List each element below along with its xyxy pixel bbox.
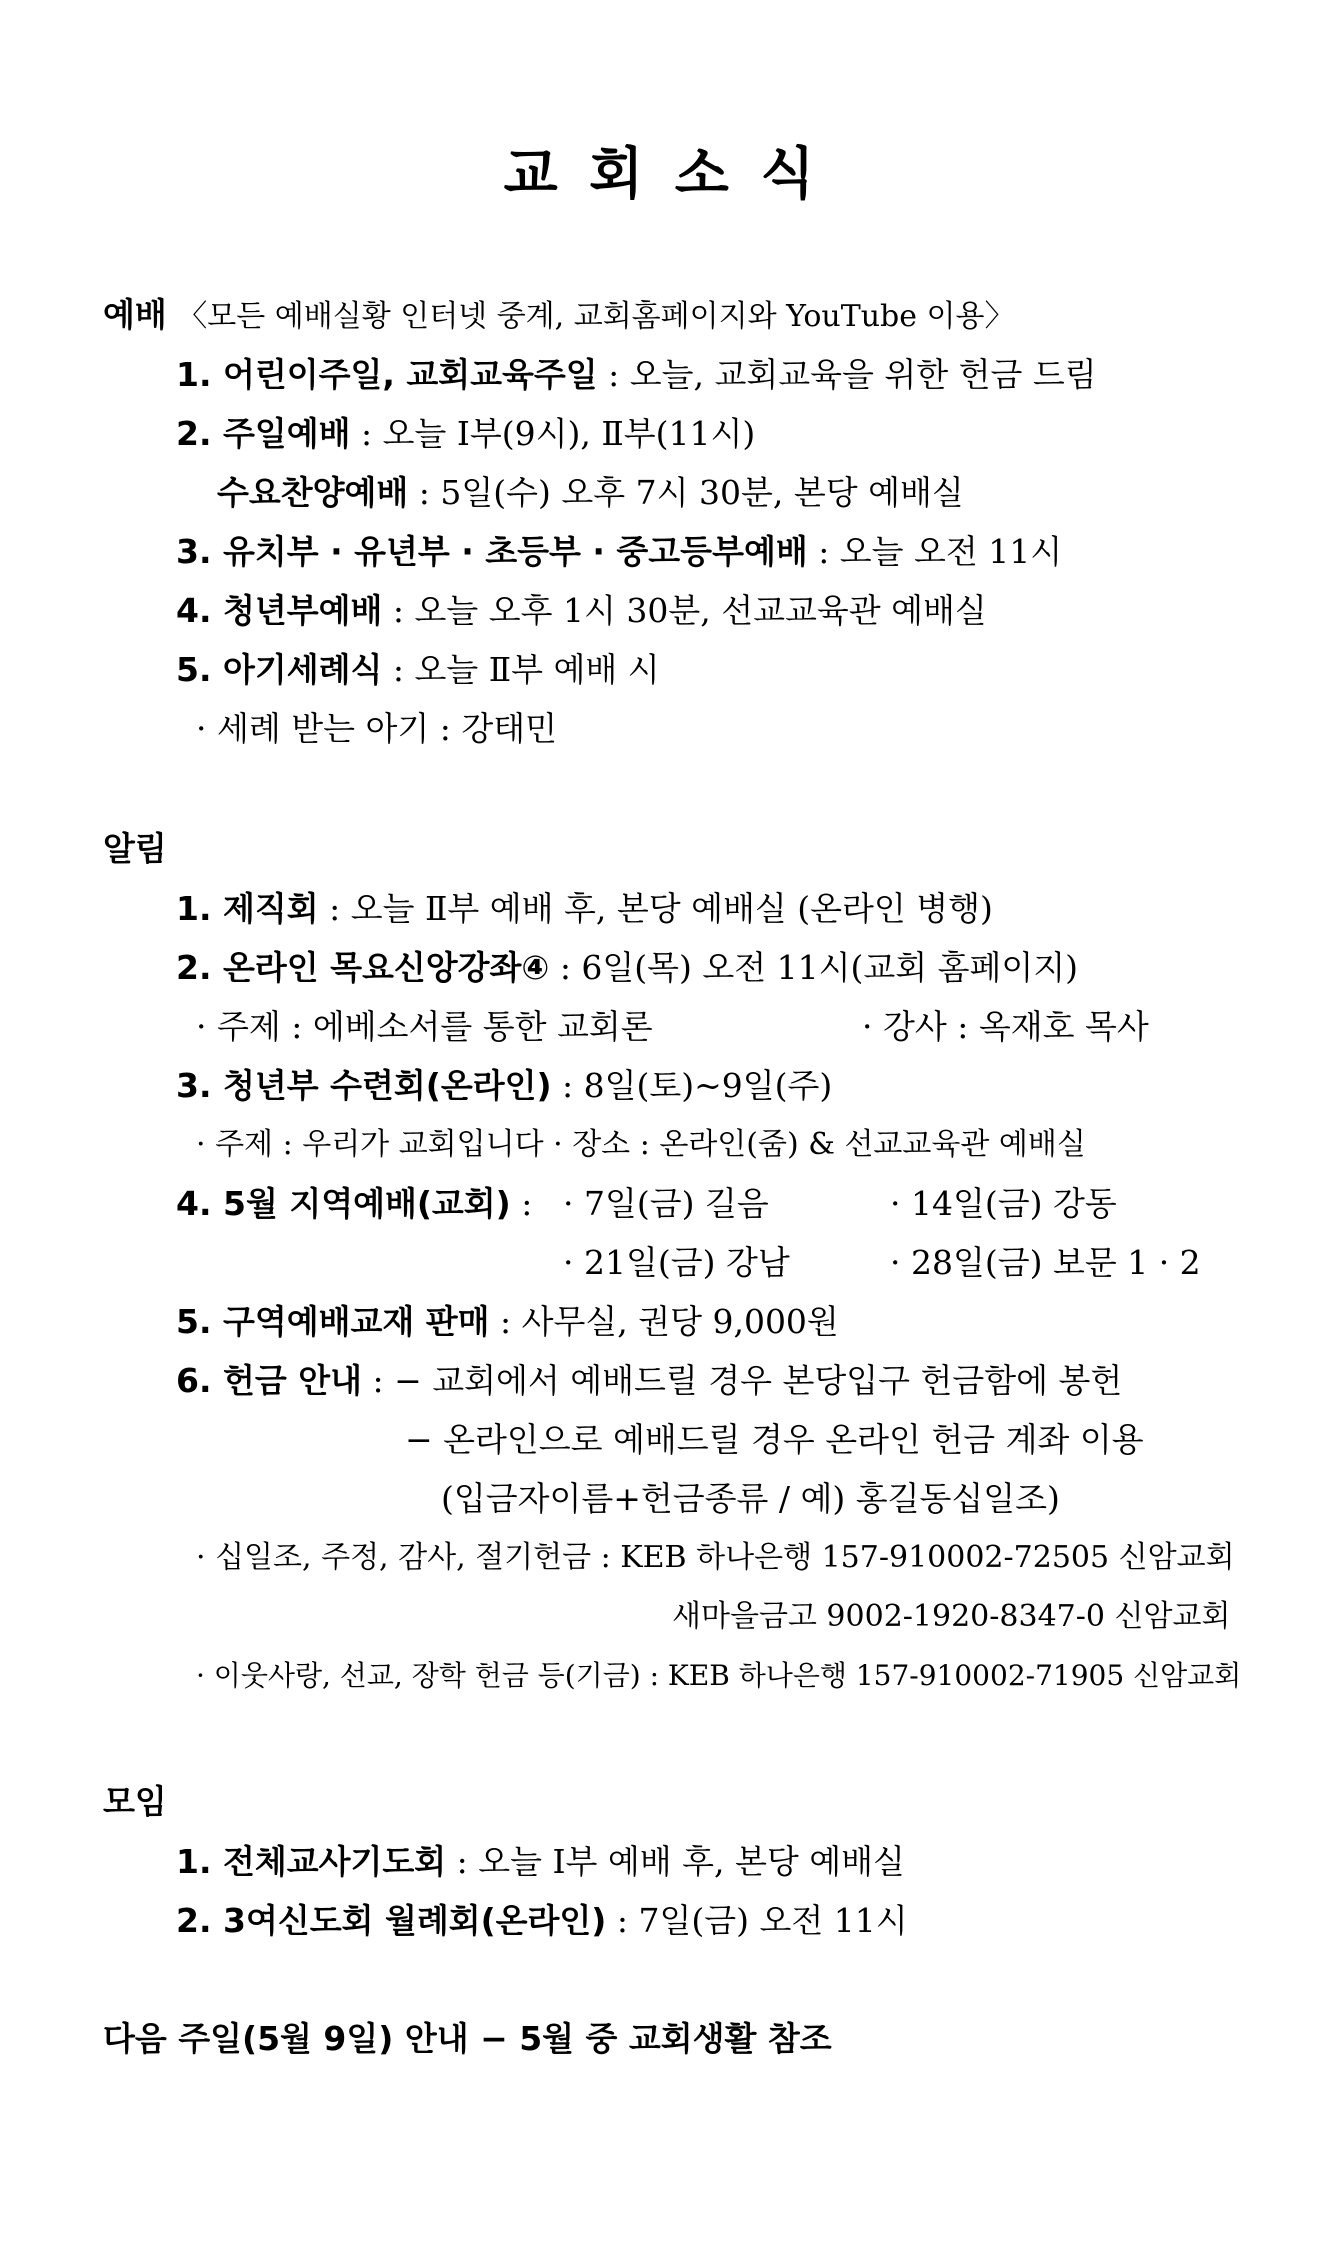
notice-item-5 <box>176 1300 839 1344</box>
notice-item-1 <box>176 887 993 931</box>
notice-item-3 <box>176 1064 832 1108</box>
baptism-sub: · 세례 받는 아기 : 강태민 <box>196 709 557 748</box>
notice-item-3-text: : 8일(토)~9일(주) <box>551 1066 833 1105</box>
notice-heading: 알림 <box>103 829 167 868</box>
worship-item-5-text: : 오늘 Ⅱ부 예배 시 <box>382 650 660 689</box>
worship-item-1-label: 1. 어린이주일, 교회교육주일 <box>176 355 598 394</box>
notice-item-5-text: : 사무실, 권당 9,000원 <box>489 1302 839 1341</box>
meeting-item-1-label: 1. 전체교사기도회 <box>176 1842 447 1881</box>
notice-item-6 <box>176 1359 1122 1403</box>
worship-item-3 <box>176 530 1062 574</box>
notice-item-4-label: 4. 5월 지역예배(교회) <box>176 1184 511 1223</box>
worship-item-4 <box>176 589 987 633</box>
worship-item-2b-label: 수요찬양예배 <box>217 473 409 512</box>
meeting-item-2 <box>176 1899 908 1943</box>
worship-item-4-text: : 오늘 오후 1시 30분, 선교교육관 예배실 <box>382 591 987 630</box>
account-line-1: · 십일조, 주정, 감사, 절기헌금 : KEB 하나은행 157-910002-72505 신암교회 <box>196 1540 1235 1575</box>
notice-item-6-line3: (입금자이름+헌금종류 / 예) 홍길동십일조) <box>441 1479 1060 1518</box>
worship-item-3-label: 3. 유치부 · 유년부 · 초등부 · 중고등부예배 <box>176 532 808 571</box>
notice-item-2-label: 2. 온라인 목요신앙강좌④ <box>176 948 550 987</box>
notice-item-2-text: : 6일(목) 오전 11시(교회 홈페이지) <box>549 948 1079 987</box>
notice-item-1-label: 1. 제직회 <box>176 889 319 928</box>
worship-note: 〈모든 예배실황 인터넷 중계, 교회홈페이지와 YouTube 이용〉 <box>177 299 1015 334</box>
page-title: 교 회 소 식 <box>503 142 821 207</box>
meeting-item-2-text: : 7일(금) 오전 11시 <box>606 1901 908 1940</box>
notice-item-4-r2b: · 28일(금) 보문 1 · 2 <box>890 1243 1201 1282</box>
worship-heading: 예배 <box>103 295 167 334</box>
worship-item-4-label: 4. 청년부예배 <box>176 591 383 630</box>
notice-item-6-line2: − 온라인으로 예배드릴 경우 온라인 헌금 계좌 이용 <box>405 1420 1144 1459</box>
notice-item-2-topic: · 주제 : 에베소서를 통한 교회론 <box>196 1007 653 1046</box>
notice-item-1-text: : 오늘 Ⅱ부 예배 후, 본당 예배실 (온라인 병행) <box>318 889 993 928</box>
worship-header-line <box>103 293 1015 339</box>
account-line-2: 새마을금고 9002-1920-8347-0 신암교회 <box>672 1599 1231 1634</box>
notice-item-2 <box>176 946 1078 990</box>
worship-item-5 <box>176 648 660 692</box>
worship-item-1 <box>176 353 1097 397</box>
notice-item-4-r2a: · 21일(금) 강남 <box>563 1243 790 1282</box>
account-line-3: · 이웃사랑, 선교, 장학 헌금 등(기금) : KEB 하나은행 157-910002-71905 신암교회 <box>196 1659 1242 1692</box>
notice-item-5-label: 5. 구역예배교재 판매 <box>176 1302 490 1341</box>
worship-item-1-text: : 오늘, 교회교육을 위한 헌금 드림 <box>597 355 1097 394</box>
meeting-heading: 모임 <box>103 1782 167 1821</box>
next-week-notice: 다음 주일(5월 9일) 안내 − 5월 중 교회생활 참조 <box>103 2019 832 2058</box>
meeting-item-1 <box>176 1840 905 1884</box>
worship-item-2b <box>217 471 964 515</box>
notice-item-4 <box>176 1182 532 1226</box>
worship-item-2-label: 2. 주일예배 <box>176 414 351 453</box>
notice-item-3-label: 3. 청년부 수련회(온라인) <box>176 1066 552 1105</box>
meeting-item-1-text: : 오늘 Ⅰ부 예배 후, 본당 예배실 <box>446 1842 905 1881</box>
notice-item-6-label: 6. 헌금 안내 <box>176 1361 362 1400</box>
worship-item-2 <box>176 412 755 456</box>
worship-item-2b-text: : 5일(수) 오후 7시 30분, 본당 예배실 <box>408 473 964 512</box>
notice-item-4-r1b: · 14일(금) 강동 <box>890 1184 1117 1223</box>
meeting-item-2-label: 2. 3여신도회 월례회(온라인) <box>176 1901 607 1940</box>
notice-item-2-speaker: · 강사 : 옥재호 목사 <box>862 1007 1149 1046</box>
worship-item-2-text: : 오늘 Ⅰ부(9시), Ⅱ부(11시) <box>350 414 756 453</box>
notice-item-6-text: : − 교회에서 예배드릴 경우 본당입구 헌금함에 봉헌 <box>362 1361 1123 1400</box>
notice-item-4-text: : <box>510 1184 533 1223</box>
worship-item-5-label: 5. 아기세례식 <box>176 650 383 689</box>
worship-item-3-text: : 오늘 오전 11시 <box>807 532 1063 571</box>
notice-item-4-r1a: · 7일(금) 길음 <box>563 1184 769 1223</box>
notice-item-3-sub: · 주제 : 우리가 교회입니다 · 장소 : 온라인(줌) & 선교교육관 예배실 <box>196 1127 1086 1162</box>
